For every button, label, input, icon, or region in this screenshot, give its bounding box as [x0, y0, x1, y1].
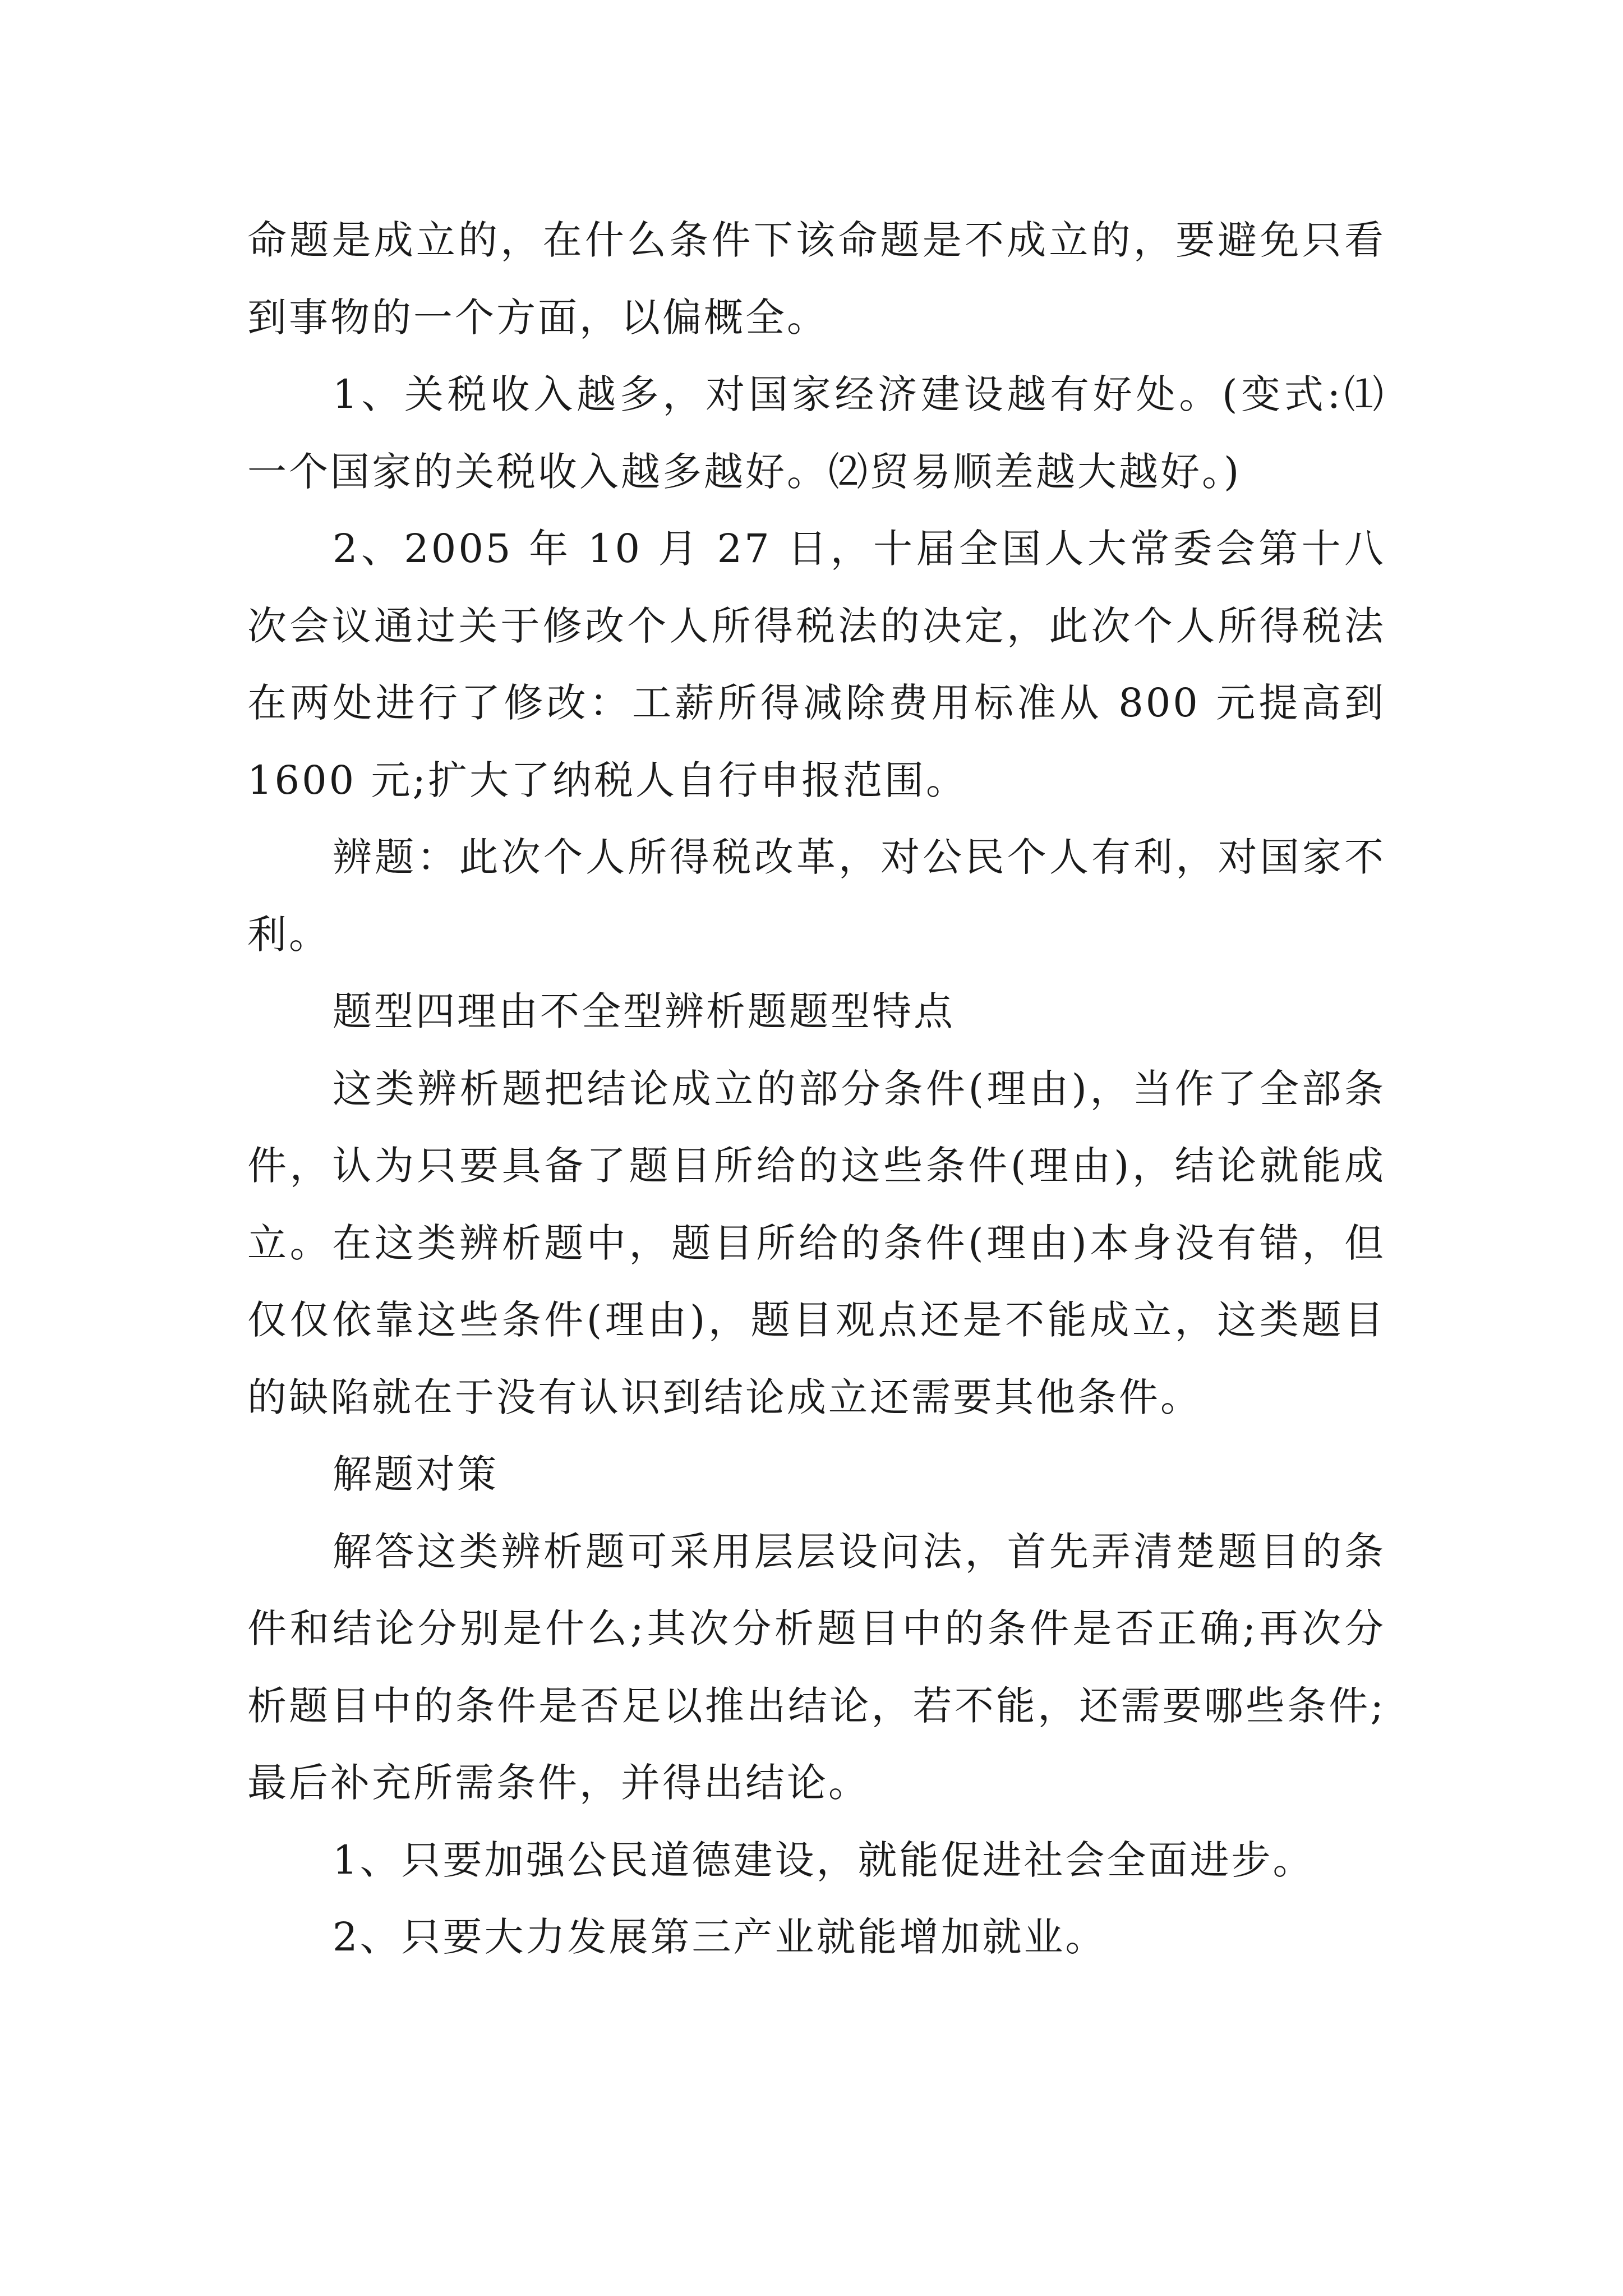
- paragraph-example-tariff: 1、关税收入越多，对国家经济建设越有好处。(变式:⑴一个国家的关税收入越多越好。⑵贸易顺差越大越好。): [247, 371, 1386, 495]
- section-heading-strategy: 解题对策: [333, 1451, 499, 1497]
- section-heading-type-four: 题型四理由不全型辨析题题型特点: [333, 988, 955, 1034]
- paragraph-example-income-tax: 2、2005 年 10 月 27 日，十届全国人大常委会第十八次会议通过关于修改个人所得税法的决定，此次个人所得税法在两处进行了修改：工薪所得减除费用标准从 800 元提高到 1600 元;扩大了纳税人自行申报范围。: [247, 526, 1386, 803]
- document-body: [247, 202, 1386, 1976]
- paragraph-continuation: 命题是成立的，在什么条件下该命题是不成立的，要避免只看到事物的一个方面，以偏概全。: [247, 217, 1386, 341]
- paragraph-strategy-description: 解答这类辨析题可采用层层设问法，首先弄清楚题目的条件和结论分别是什么;其次分析题目中的条件是否正确;再次分析题目中的条件是否足以推出结论，若不能，还需要哪些条件;最后补充所需条件，并得出结论。: [247, 1528, 1386, 1806]
- paragraph-example-tertiary-industry: 2、只要大力发展第三产业就能增加就业。: [333, 1914, 1107, 1960]
- paragraph-debate-question: 辨题：此次个人所得税改革，对公民个人有利，对国家不利。: [247, 834, 1386, 958]
- paragraph-example-morality: 1、只要加强公民道德建设，就能促进社会全面进步。: [333, 1837, 1315, 1883]
- paragraph-type-four-description: 这类辨析题把结论成立的部分条件(理由)，当作了全部条件，认为只要具备了题目所给的这些条件(理由)，结论就能成立。在这类辨析题中，题目所给的条件(理由)本身没有错，但仅仅依靠这些条件(理由)，题目观点还是不能成立，这类题目的缺陷就在于没有认识到结论成立还需要其他条件。: [247, 1065, 1386, 1420]
